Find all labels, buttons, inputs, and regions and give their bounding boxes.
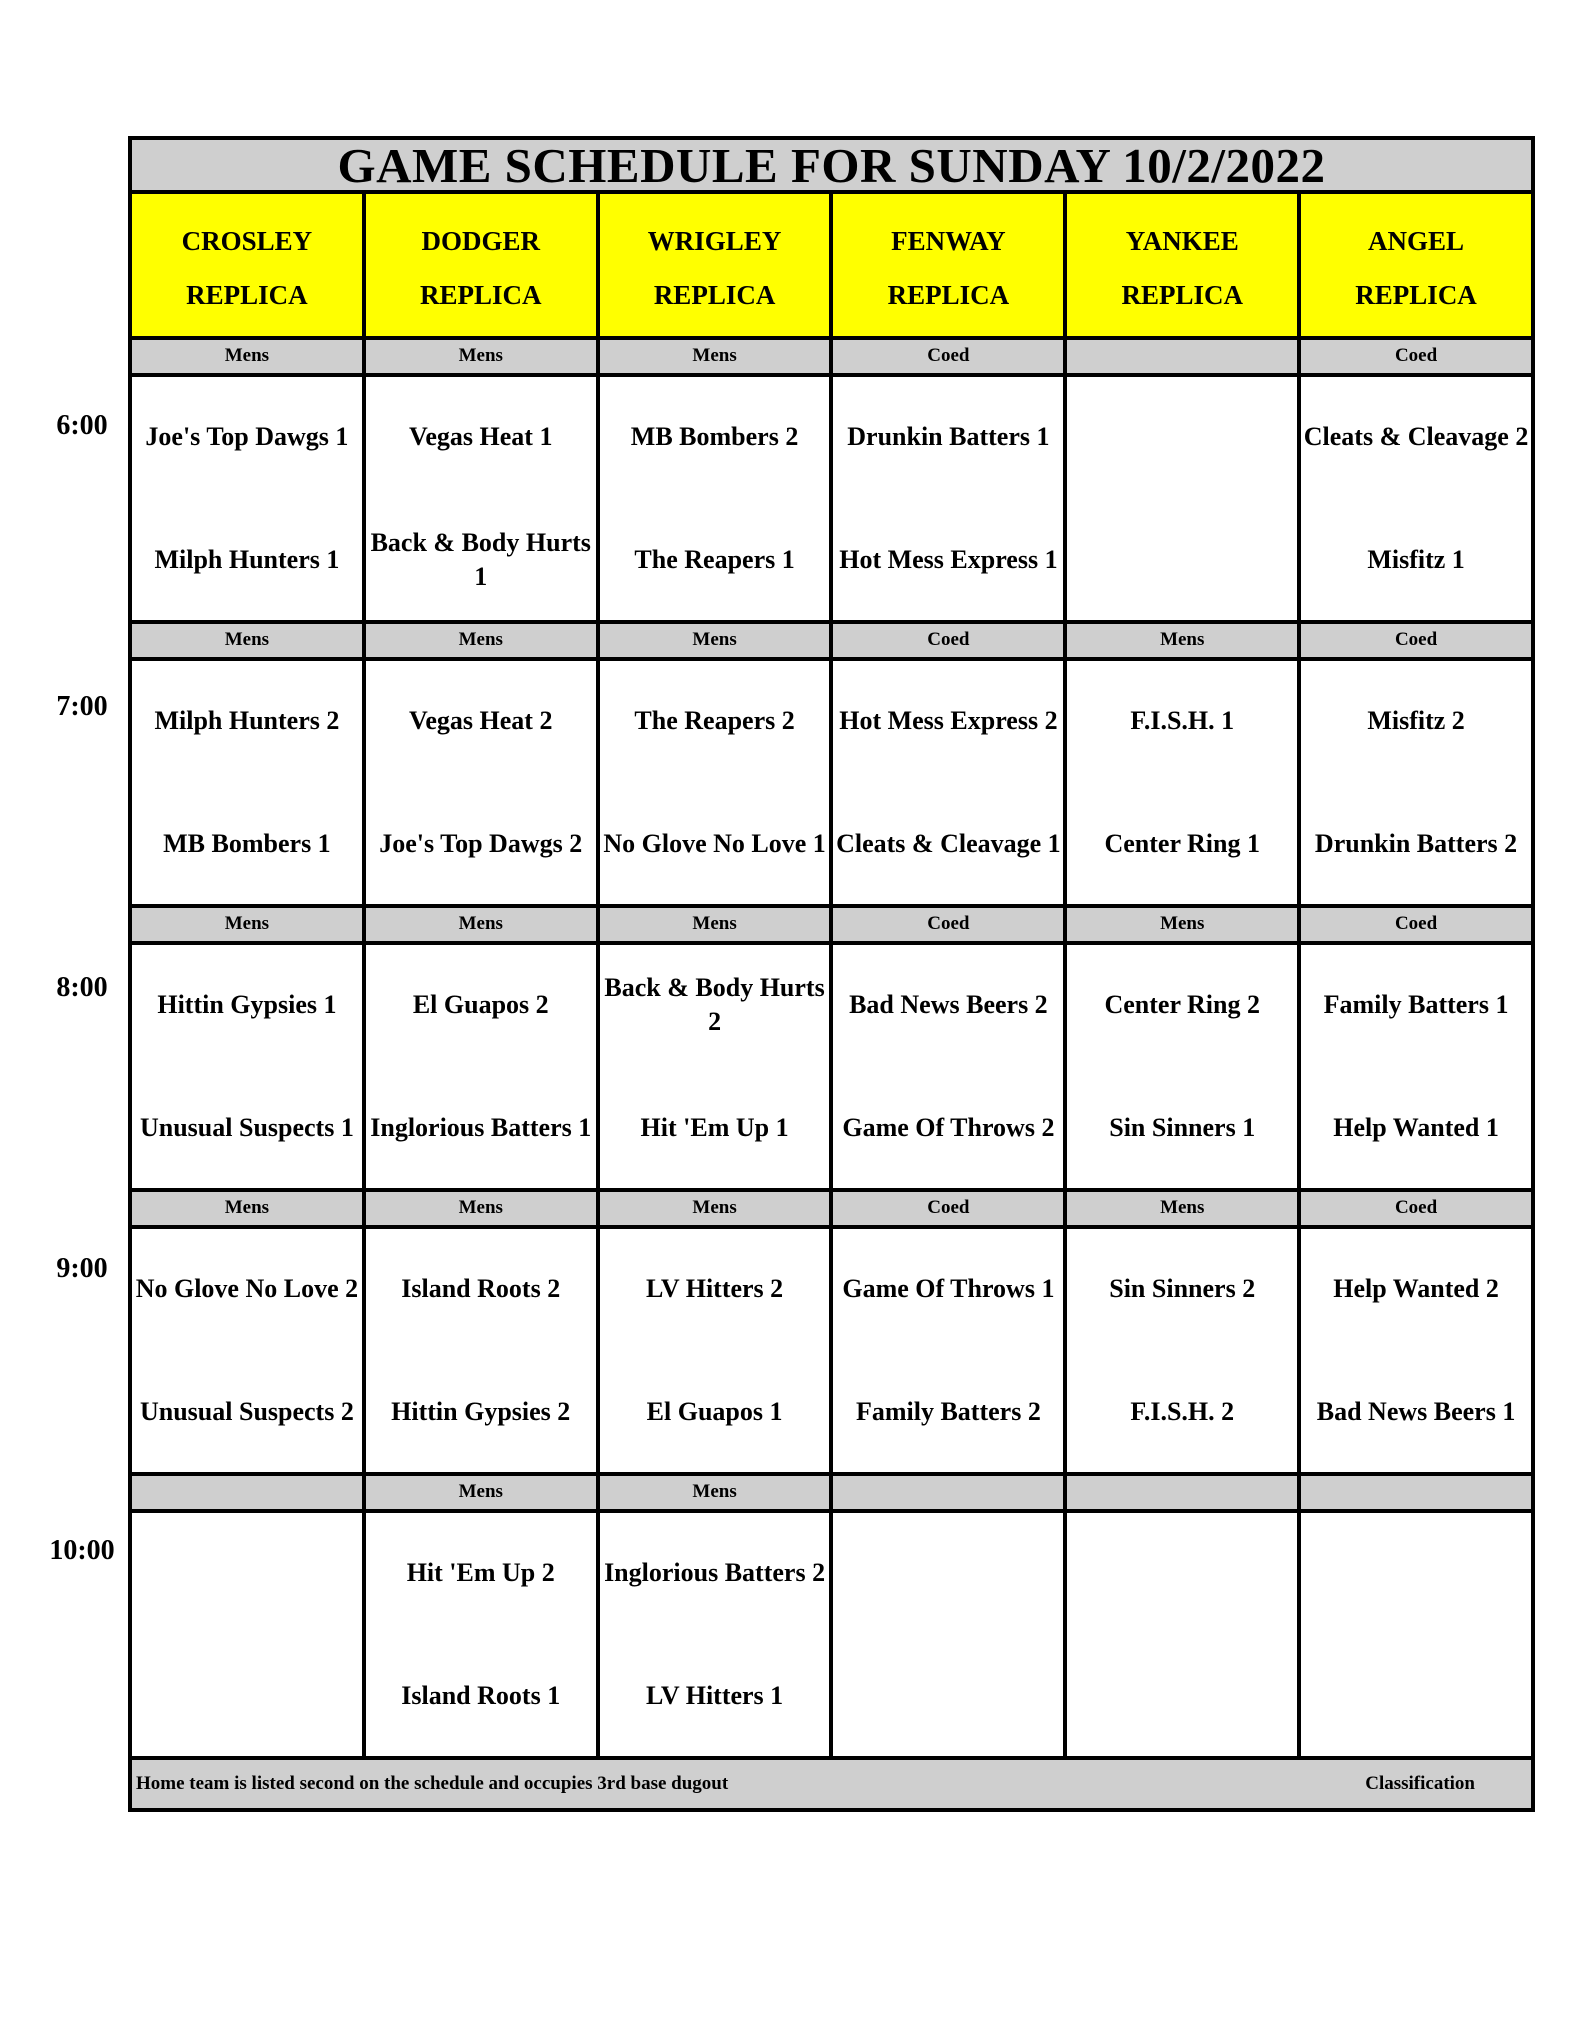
time-label-10: 10:00 [49, 1535, 115, 1566]
away-team: No Glove No Love 2 [135, 1274, 359, 1303]
home-team: Family Batters 2 [855, 1397, 1041, 1426]
game-cell [833, 661, 1067, 904]
field-type: REPLICA [653, 280, 776, 310]
home-team: Center Ring 1 [1104, 829, 1260, 858]
home-team: The Reapers 1 [634, 545, 795, 574]
game-cell [1067, 1229, 1301, 1472]
time-label-8: 8:00 [56, 972, 108, 1003]
field-type: REPLICA [1355, 280, 1477, 310]
game-cell [1301, 377, 1531, 620]
away-team [134, 1538, 360, 1608]
game-cell [366, 1229, 600, 1472]
classification-cell: Mens [132, 908, 366, 941]
game-cell [833, 945, 1067, 1188]
game-cell [366, 377, 600, 620]
home-team: MB Bombers 1 [163, 829, 331, 858]
classification-cell: Mens [366, 624, 600, 657]
classification-cell: Mens [600, 1476, 834, 1509]
home-team: Joe's Top Dawgs 2 [379, 829, 583, 858]
home-team: Hot Mess Express 1 [839, 545, 1058, 574]
game-cell [132, 377, 366, 620]
field-type: REPLICA [186, 280, 308, 310]
classification-cell: Mens [366, 340, 600, 373]
classification-cell: Mens [132, 624, 366, 657]
away-team: Cleats & Cleavage 2 [1303, 422, 1529, 451]
home-team [1069, 1661, 1295, 1731]
home-team: Island Roots 1 [401, 1681, 561, 1710]
game-cell [1301, 1513, 1531, 1756]
classification-row [132, 908, 1531, 945]
away-team [1069, 402, 1295, 472]
classification-cell: Coed [833, 624, 1067, 657]
away-team: El Guapos 2 [412, 990, 549, 1019]
classification-row [132, 1476, 1531, 1513]
classification-cell [1067, 1476, 1301, 1509]
game-cell [833, 377, 1067, 620]
home-team: Inglorious Batters 1 [370, 1113, 592, 1142]
page-title: GAME SCHEDULE FOR SUNDAY 10/2/2022 [132, 140, 1531, 194]
game-cell [132, 945, 366, 1188]
away-team: Vegas Heat 1 [409, 422, 553, 451]
field-name: CROSLEY [181, 226, 313, 256]
away-team: Drunkin Batters 1 [847, 422, 1050, 451]
home-team: F.I.S.H. 2 [1130, 1397, 1235, 1426]
home-team: Drunkin Batters 2 [1314, 829, 1518, 858]
away-team: Help Wanted 2 [1333, 1274, 1499, 1303]
away-team: Inglorious Batters 2 [604, 1558, 826, 1587]
classification-cell: Coed [833, 908, 1067, 941]
field-header-row [132, 194, 1531, 340]
classification-row [132, 1192, 1531, 1229]
home-team: Hit 'Em Up 1 [640, 1113, 789, 1142]
home-team: Cleats & Cleavage 1 [836, 829, 1061, 858]
time-label-7: 7:00 [56, 691, 108, 722]
time-label-6: 6:00 [56, 410, 108, 441]
classification-cell [1301, 1476, 1531, 1509]
away-team: Bad News Beers 2 [849, 990, 1048, 1019]
away-team: Hot Mess Express 2 [839, 706, 1058, 735]
classification-cell: Mens [366, 908, 600, 941]
away-team: Center Ring 2 [1104, 990, 1260, 1019]
game-cell [833, 1229, 1067, 1472]
home-team: Bad News Beers 1 [1316, 1397, 1516, 1426]
game-cell [600, 377, 834, 620]
away-team: Game Of Throws 1 [842, 1274, 1055, 1303]
home-team [1069, 525, 1295, 595]
classification-row [132, 340, 1531, 377]
footer-note: Home team is listed second on the schedule and occupies 3rd base dugout [136, 1773, 729, 1794]
classification-cell [1067, 340, 1301, 373]
classification-cell: Mens [1067, 908, 1301, 941]
game-cell [132, 1229, 366, 1472]
classification-cell: Mens [600, 1192, 834, 1225]
game-cell [132, 1513, 366, 1756]
classification-cell [132, 1476, 366, 1509]
classification-legend: Classification [1365, 1773, 1475, 1794]
game-row [132, 1513, 1531, 1760]
classification-cell [833, 1476, 1067, 1509]
field-type: REPLICA [419, 280, 542, 310]
schedule-table [128, 136, 1535, 1812]
field-name: DODGER [421, 226, 540, 256]
game-row [132, 945, 1531, 1192]
home-team: Sin Sinners 1 [1109, 1113, 1256, 1142]
game-cell [600, 1229, 834, 1472]
field-header [1301, 194, 1531, 336]
field-name: YANKEE [1125, 226, 1239, 256]
away-team: Sin Sinners 2 [1109, 1274, 1256, 1303]
home-team: Help Wanted 1 [1333, 1113, 1499, 1142]
classification-cell: Coed [1301, 624, 1531, 657]
game-cell [600, 661, 834, 904]
game-cell [366, 945, 600, 1188]
classification-cell: Coed [1301, 340, 1531, 373]
field-header [366, 194, 600, 336]
away-team: Back & Body Hurts 2 [604, 973, 825, 1036]
game-cell [600, 945, 834, 1188]
classification-cell: Coed [833, 1192, 1067, 1225]
game-row [132, 377, 1531, 624]
away-team: Family Batters 1 [1323, 990, 1509, 1019]
away-team: LV Hitters 2 [645, 1274, 784, 1303]
away-team: The Reapers 2 [634, 706, 795, 735]
home-team [835, 1661, 1061, 1731]
field-name: ANGEL [1368, 226, 1465, 256]
home-team: Unusual Suspects 2 [139, 1397, 354, 1426]
game-cell [366, 661, 600, 904]
game-cell [1067, 377, 1301, 620]
time-label-9: 9:00 [56, 1253, 108, 1284]
away-team: Island Roots 2 [401, 1274, 561, 1303]
game-cell [600, 1513, 834, 1756]
field-header [1067, 194, 1301, 336]
game-cell [1301, 1229, 1531, 1472]
home-team [1303, 1661, 1529, 1731]
game-cell [833, 1513, 1067, 1756]
home-team: No Glove No Love 1 [603, 829, 826, 858]
home-team: Back & Body Hurts 1 [370, 528, 591, 591]
game-row [132, 661, 1531, 908]
away-team: Vegas Heat 2 [409, 706, 553, 735]
field-name: FENWAY [891, 226, 1006, 256]
away-team [1303, 1538, 1529, 1608]
classification-cell: Mens [132, 340, 366, 373]
game-row [132, 1229, 1531, 1476]
classification-row [132, 624, 1531, 661]
classification-cell: Mens [366, 1192, 600, 1225]
away-team: F.I.S.H. 1 [1130, 706, 1235, 735]
classification-cell: Mens [1067, 624, 1301, 657]
game-cell [1301, 661, 1531, 904]
classification-cell: Mens [600, 624, 834, 657]
game-cell [366, 1513, 600, 1756]
away-team: Hittin Gypsies 1 [157, 990, 337, 1019]
away-team [835, 1538, 1061, 1608]
home-team: Milph Hunters 1 [154, 545, 340, 574]
away-team: Joe's Top Dawgs 1 [145, 422, 349, 451]
away-team: Misfitz 2 [1367, 706, 1465, 735]
classification-cell: Mens [132, 1192, 366, 1225]
field-header [600, 194, 834, 336]
field-type: REPLICA [887, 280, 1010, 310]
away-team: Milph Hunters 2 [154, 706, 340, 735]
game-cell [1067, 945, 1301, 1188]
home-team: Game Of Throws 2 [842, 1113, 1055, 1142]
field-type: REPLICA [1121, 280, 1243, 310]
home-team: LV Hitters 1 [645, 1681, 784, 1710]
classification-cell: Mens [600, 908, 834, 941]
classification-cell: Coed [1301, 1192, 1531, 1225]
classification-cell: Mens [1067, 1192, 1301, 1225]
away-team [1069, 1538, 1295, 1608]
game-cell [1067, 661, 1301, 904]
field-header [132, 194, 366, 336]
home-team: Misfitz 1 [1367, 545, 1465, 574]
away-team: MB Bombers 2 [630, 422, 799, 451]
home-team: Hittin Gypsies 2 [391, 1397, 571, 1426]
game-cell [1067, 1513, 1301, 1756]
classification-cell: Mens [366, 1476, 600, 1509]
classification-cell: Coed [833, 340, 1067, 373]
game-cell [132, 661, 366, 904]
away-team: Hit 'Em Up 2 [406, 1558, 555, 1587]
home-team: Unusual Suspects 1 [139, 1113, 354, 1142]
classification-cell: Mens [600, 340, 834, 373]
home-team: El Guapos 1 [646, 1397, 783, 1426]
field-name: WRIGLEY [647, 226, 782, 256]
classification-cell: Coed [1301, 908, 1531, 941]
home-team [134, 1661, 360, 1731]
game-cell [1301, 945, 1531, 1188]
footer-bar [132, 1760, 1531, 1808]
field-header [833, 194, 1067, 336]
